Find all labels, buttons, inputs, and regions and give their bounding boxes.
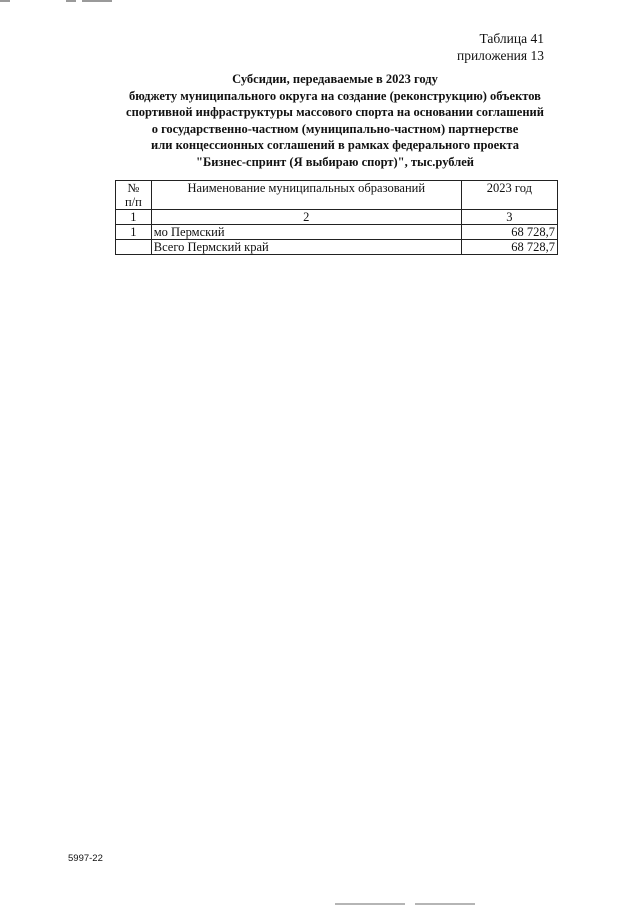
table-header-row (116, 181, 558, 210)
column-index: 1 (116, 210, 152, 225)
total-name: Всего Пермский край (151, 240, 461, 255)
doc-code: 5997-22 (68, 853, 103, 864)
table-reference (457, 30, 544, 64)
table-row (116, 225, 558, 240)
column-index-row (116, 210, 558, 225)
column-index: 2 (151, 210, 461, 225)
appendix-label: приложения 13 (456, 48, 544, 63)
title-line: бюджету муниципального округа на создание (реконструкцию) объектов (129, 88, 541, 103)
header-num-symbol: № (127, 181, 140, 195)
title-line: или концессионных соглашений в рамках федерального проекта (151, 138, 519, 152)
header-year: 2023 год (461, 181, 557, 210)
scan-edge-mark (66, 0, 76, 2)
header-name: Наименование муниципальных образований (151, 181, 461, 210)
title-line: спортивной инфраструктуры массового спорта на основании соглашений (126, 105, 544, 119)
row-num: 1 (116, 225, 152, 240)
column-index: 3 (461, 210, 557, 225)
total-value: 68 728,7 (461, 240, 557, 255)
row-name: мо Пермский (151, 225, 461, 240)
scan-edge-mark (82, 0, 112, 2)
title-line: Субсидии, передаваемые в 2023 году (232, 72, 438, 86)
header-num (116, 181, 152, 210)
header-num-abbr: п/п (124, 195, 142, 209)
scan-edge-mark (0, 0, 10, 2)
table-label: Таблица 41 (479, 31, 544, 46)
total-num (116, 240, 152, 255)
subsidy-table (115, 180, 558, 255)
total-row (116, 240, 558, 255)
row-value: 68 728,7 (461, 225, 557, 240)
title-line: "Бизнес-спринт (Я выбираю спорт)", тыс.рублей (196, 154, 474, 169)
title-line: о государственно-частном (муниципально-частном) партнерстве (151, 121, 519, 136)
document-title (100, 71, 570, 170)
